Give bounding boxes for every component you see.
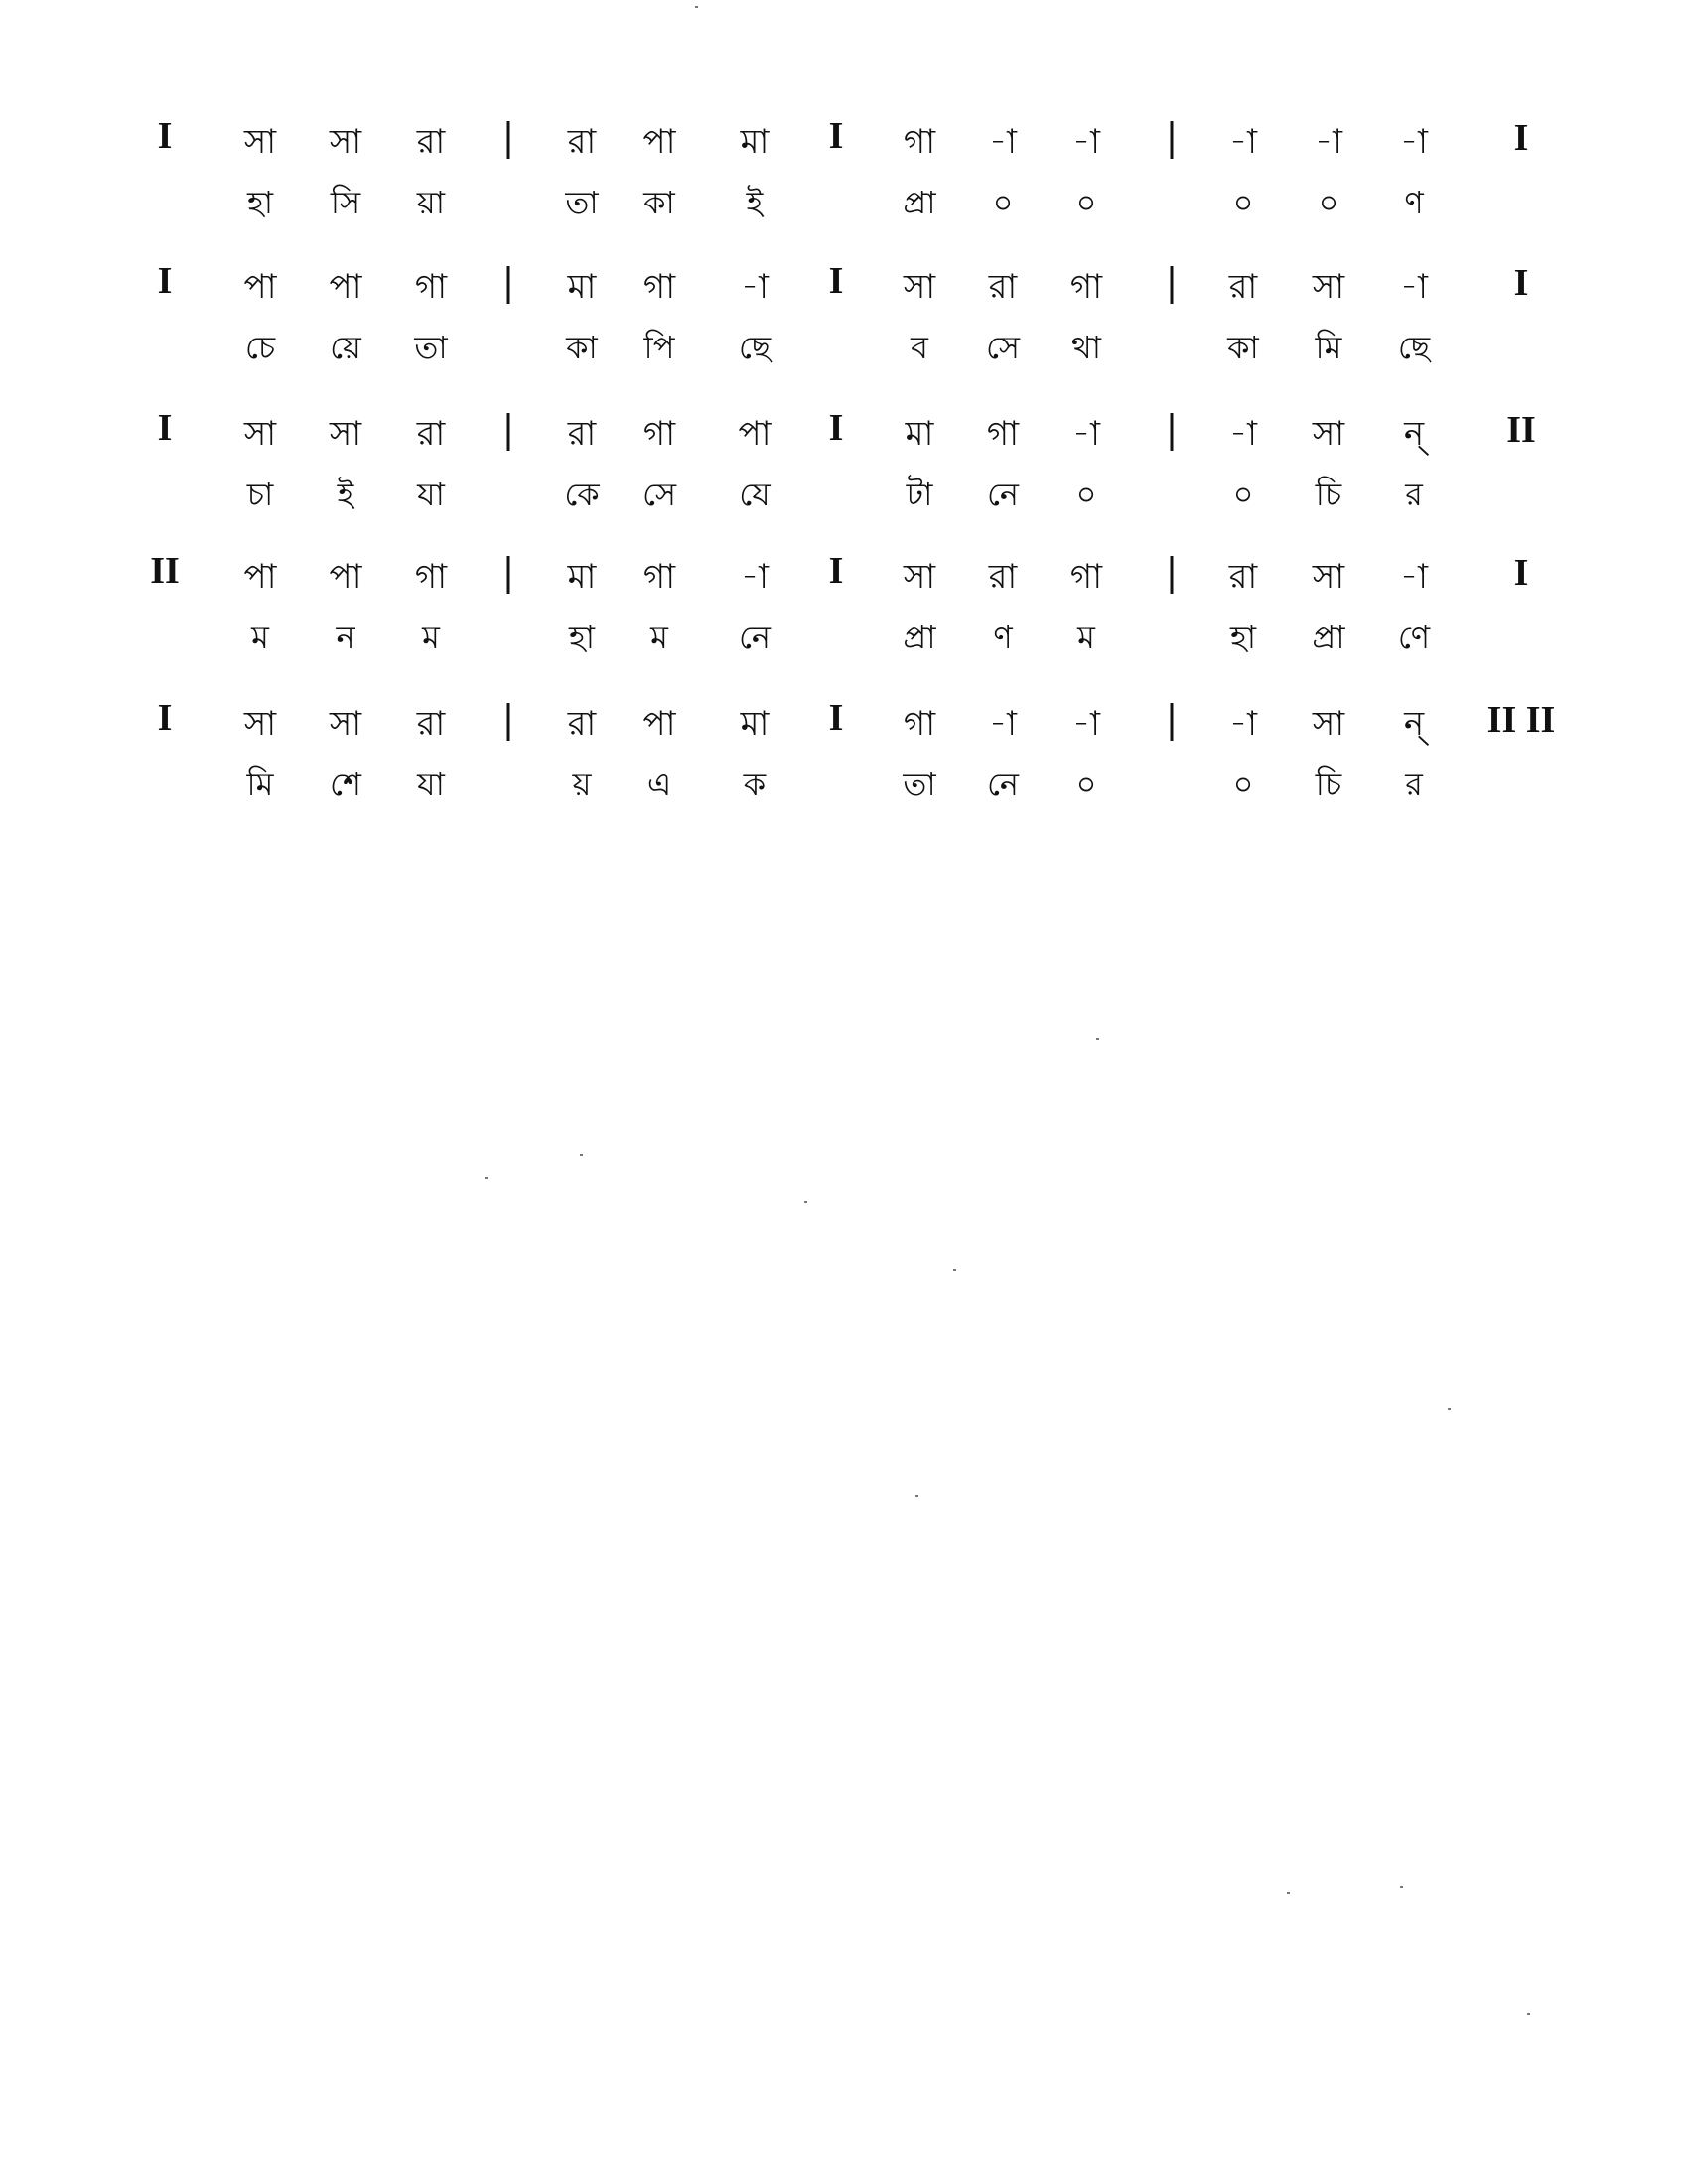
beat-divider: [507, 413, 510, 451]
swara-note: -া: [1400, 267, 1428, 307]
swara-note: গা: [642, 414, 676, 454]
lyric-syllable: ০: [992, 184, 1014, 221]
swara-note: রা: [1228, 557, 1258, 597]
lyric-syllable: ০: [1232, 476, 1254, 513]
scan-speck: [1287, 1892, 1290, 1894]
swara-note: গা: [1069, 557, 1103, 597]
scan-speck: [485, 1177, 488, 1179]
lyric-syllable: হা: [568, 618, 596, 656]
lyric-syllable: ণ: [993, 618, 1013, 656]
lyric-syllable: কে: [564, 476, 600, 513]
swara-note: গা: [414, 267, 448, 307]
swara-note: -া: [1229, 414, 1257, 454]
lyric-syllable: যে: [739, 476, 771, 513]
lyric-syllable: তা: [565, 184, 599, 221]
scan-speck: [580, 1154, 583, 1156]
notation-line: [0, 699, 1688, 838]
lyric-syllable: ণ: [1404, 184, 1424, 221]
scan-speck: [1400, 1886, 1403, 1888]
lyric-syllable: প্রা: [1312, 618, 1345, 656]
swara-note: সা: [1312, 557, 1345, 597]
lyric-syllable: ০: [1075, 184, 1097, 221]
beat-divider: [1171, 703, 1174, 741]
beat-divider: [1171, 413, 1174, 451]
beat-divider: [1171, 556, 1174, 594]
swara-note: -া: [741, 557, 769, 597]
lyric-syllable: থা: [1070, 329, 1102, 366]
end-barline: II: [1506, 409, 1536, 451]
lyric-syllable: তা: [903, 765, 936, 803]
swara-note: পা: [243, 267, 277, 307]
scan-speck: [695, 6, 698, 8]
lyric-syllable: ণে: [1397, 618, 1431, 656]
scan-speck: [1096, 1038, 1099, 1040]
lyric-syllable: ক: [743, 765, 767, 803]
lyric-syllable: ০: [1232, 765, 1254, 803]
lyric-syllable: নে: [738, 618, 772, 656]
lyric-syllable: তা: [414, 329, 448, 366]
start-barline: II: [150, 550, 180, 592]
swara-note: গা: [642, 267, 676, 307]
swara-note: গা: [903, 122, 936, 162]
swara-note: পা: [642, 122, 676, 162]
swara-note: গা: [642, 557, 676, 597]
lyric-syllable: ম: [251, 618, 269, 656]
lyric-syllable: ন: [336, 618, 355, 656]
lyric-syllable: ই: [746, 184, 764, 221]
swara-note: -া: [989, 704, 1017, 744]
swara-note: -া: [741, 267, 769, 307]
swara-note: সা: [329, 122, 362, 162]
swara-note: -া: [1229, 704, 1257, 744]
swara-note: -া: [1229, 122, 1257, 162]
lyric-syllable: য়া: [416, 184, 446, 221]
lyric-syllable: সে: [985, 329, 1021, 366]
beat-divider: [507, 121, 510, 159]
swara-note: পা: [642, 704, 676, 744]
lyric-syllable: পি: [643, 329, 675, 366]
lyric-syllable: র: [1405, 476, 1423, 513]
lyric-syllable: ০: [1232, 184, 1254, 221]
start-barline: I: [157, 115, 173, 157]
notation-line: [0, 552, 1688, 691]
swara-note: রা: [567, 704, 597, 744]
swara-note: পা: [738, 414, 772, 454]
beat-divider: [1171, 266, 1174, 304]
swara-note: -া: [1400, 557, 1428, 597]
lyric-syllable: সে: [641, 476, 677, 513]
lyric-syllable: কা: [566, 329, 598, 366]
section-barline: I: [828, 550, 844, 592]
swara-note: সা: [1312, 704, 1345, 744]
beat-divider: [507, 266, 510, 304]
swara-note: গা: [414, 557, 448, 597]
lyric-syllable: এ: [646, 765, 672, 803]
swara-note: মা: [740, 122, 770, 162]
swara-note: -া: [1072, 704, 1100, 744]
swara-note: সা: [243, 414, 277, 454]
lyric-syllable: চা: [246, 476, 274, 513]
swara-note: সা: [329, 414, 362, 454]
swara-note: -া: [1315, 122, 1342, 162]
lyric-syllable: কা: [1227, 329, 1259, 366]
swara-note: সা: [903, 557, 936, 597]
lyric-syllable: চে: [244, 329, 276, 366]
swara-note: -া: [989, 122, 1017, 162]
swara-note: -া: [1072, 122, 1100, 162]
lyric-syllable: যা: [417, 476, 445, 513]
swara-note: সা: [243, 704, 277, 744]
swara-note: রা: [416, 704, 446, 744]
start-barline: I: [157, 697, 173, 739]
start-barline: I: [157, 407, 173, 449]
end-barline: I: [1513, 552, 1529, 594]
swara-note: রা: [416, 414, 446, 454]
swara-note: মা: [740, 704, 770, 744]
lyric-syllable: চি: [1315, 476, 1342, 513]
lyric-syllable: যা: [417, 765, 445, 803]
lyric-syllable: প্রা: [903, 618, 936, 656]
lyric-syllable: ছে: [1397, 329, 1431, 366]
end-barline: I: [1513, 262, 1529, 304]
beat-divider: [507, 556, 510, 594]
lyric-syllable: র: [1405, 765, 1423, 803]
lyric-syllable: টা: [906, 476, 933, 513]
lyric-syllable: ম: [650, 618, 668, 656]
swara-note: মা: [567, 267, 597, 307]
scan-speck: [804, 1201, 807, 1203]
section-barline: I: [828, 115, 844, 157]
swara-note: রা: [416, 122, 446, 162]
swara-note: মা: [567, 557, 597, 597]
swara-note: -া: [1072, 414, 1100, 454]
swara-note: সা: [903, 267, 936, 307]
end-barline: I: [1513, 117, 1529, 159]
beat-divider: [507, 703, 510, 741]
notation-line: [0, 262, 1688, 401]
swara-note: রা: [988, 557, 1018, 597]
swara-note: সা: [1312, 414, 1345, 454]
lyric-syllable: ০: [1075, 476, 1097, 513]
swara-note: গা: [1069, 267, 1103, 307]
swara-note: -া: [1400, 122, 1428, 162]
section-barline: I: [828, 260, 844, 302]
lyric-syllable: য়: [572, 765, 592, 803]
section-barline: I: [828, 407, 844, 449]
swara-note: পা: [329, 267, 362, 307]
lyric-syllable: ই: [337, 476, 354, 513]
lyric-syllable: চি: [1315, 765, 1342, 803]
swara-note: রা: [567, 122, 597, 162]
lyric-syllable: শে: [330, 765, 361, 803]
lyric-syllable: মি: [246, 765, 274, 803]
end-barline: II II: [1486, 699, 1556, 741]
start-barline: I: [157, 260, 173, 302]
swara-note: সা: [329, 704, 362, 744]
swara-note: গা: [903, 704, 936, 744]
swara-note: পা: [243, 557, 277, 597]
swara-note: ন্: [1403, 414, 1425, 454]
swara-note: সা: [1312, 267, 1345, 307]
lyric-syllable: মি: [1315, 329, 1342, 366]
scan-speck: [953, 1269, 956, 1271]
lyric-syllable: নে: [986, 765, 1020, 803]
lyric-syllable: য়ে: [330, 329, 361, 366]
swara-note: সা: [243, 122, 277, 162]
lyric-syllable: নে: [986, 476, 1020, 513]
swara-note: রা: [988, 267, 1018, 307]
beat-divider: [1171, 121, 1174, 159]
lyric-syllable: হা: [246, 184, 274, 221]
lyric-syllable: ছে: [738, 329, 772, 366]
scan-speck: [1448, 1408, 1451, 1410]
swara-note: মা: [905, 414, 934, 454]
swara-note: রা: [1228, 267, 1258, 307]
scan-speck: [915, 1495, 918, 1497]
swara-note: পা: [329, 557, 362, 597]
section-barline: I: [828, 697, 844, 739]
lyric-syllable: প্রা: [903, 184, 936, 221]
swara-note: রা: [567, 414, 597, 454]
lyric-syllable: ম: [1077, 618, 1095, 656]
swara-note: ন্: [1403, 704, 1425, 744]
lyric-syllable: ০: [1318, 184, 1339, 221]
scan-speck: [1527, 2013, 1530, 2015]
lyric-syllable: ম: [422, 618, 440, 656]
swara-note: গা: [986, 414, 1020, 454]
notation-line: [0, 409, 1688, 548]
notation-line: [0, 117, 1688, 256]
lyric-syllable: কা: [643, 184, 675, 221]
lyric-syllable: সি: [330, 184, 361, 221]
lyric-syllable: হা: [1229, 618, 1257, 656]
lyric-syllable: ব: [911, 329, 928, 366]
lyric-syllable: ০: [1075, 765, 1097, 803]
